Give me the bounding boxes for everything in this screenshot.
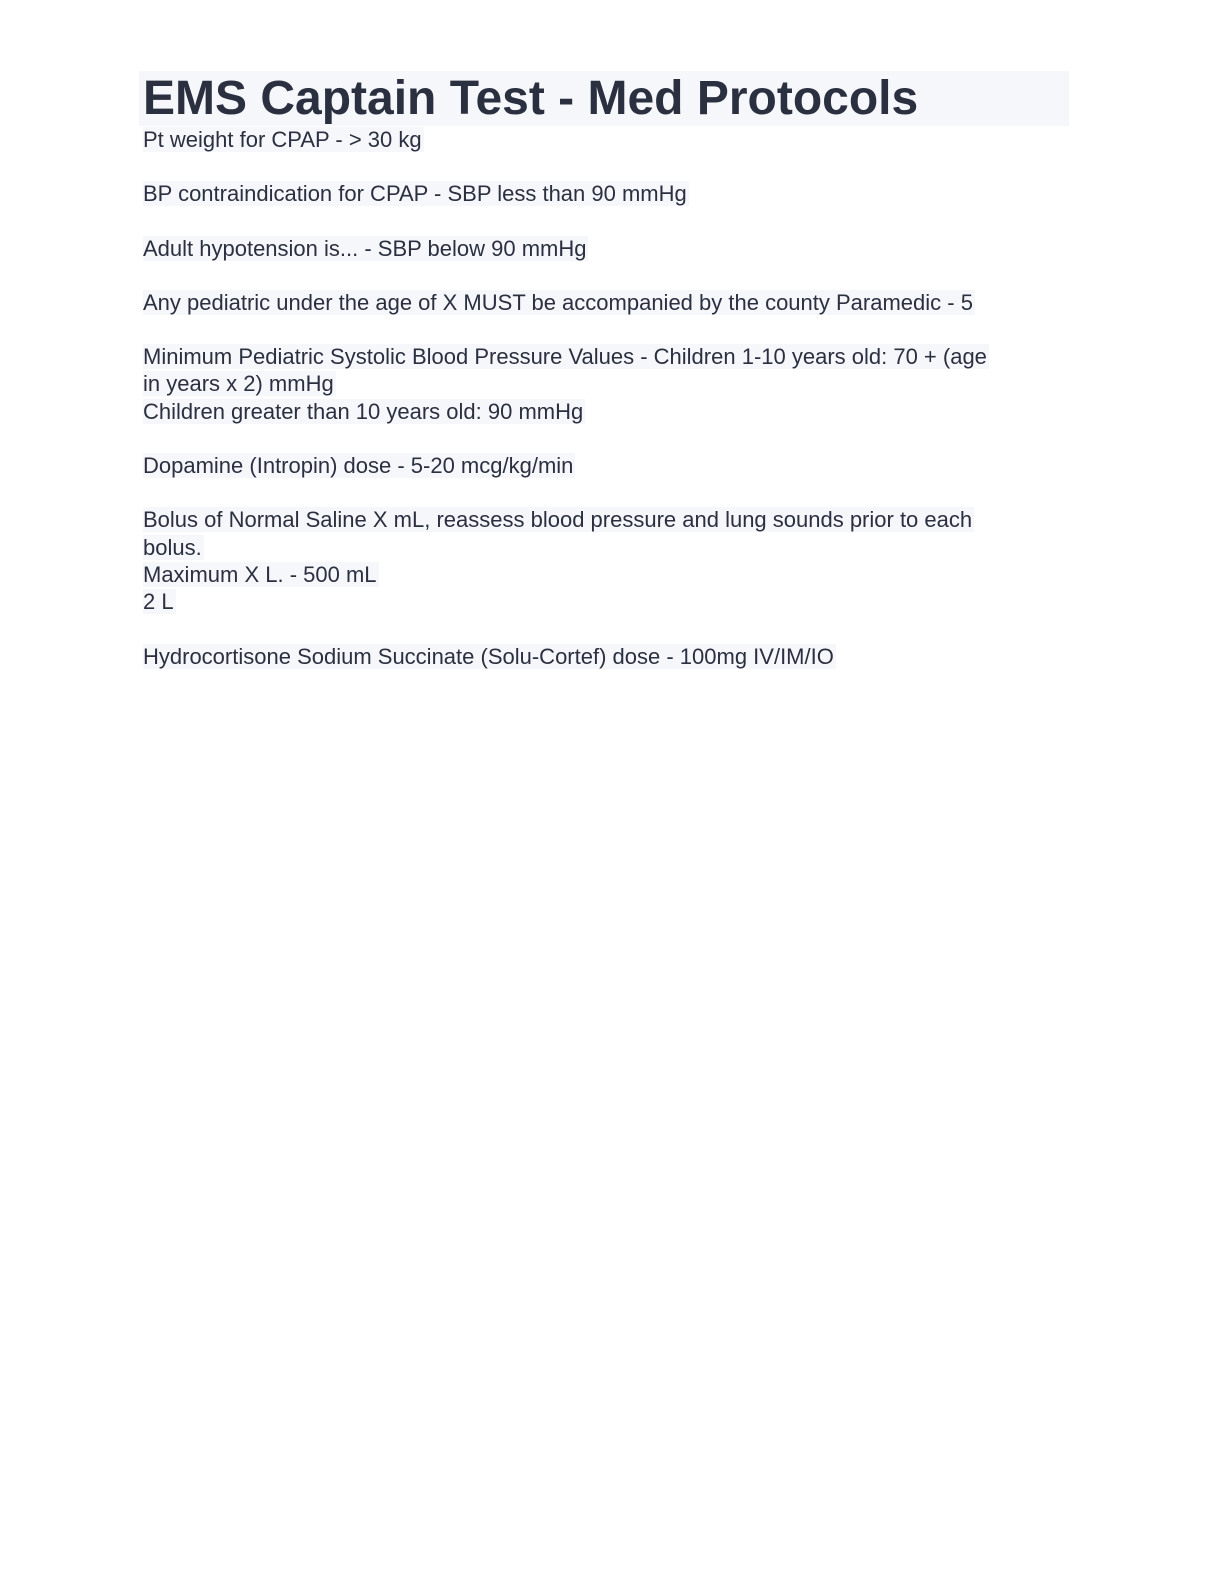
flashcard-text: Children greater than 10 years old: 90 mmHg	[143, 398, 584, 424]
title-block	[139, 71, 1069, 126]
flashcard-text: Hydrocortisone Sodium Succinate (Solu-Cortef) dose - 100mg IV/IM/IO	[143, 643, 834, 669]
flashcard-text: BP contraindication for CPAP - SBP less than 90 mmHg	[143, 181, 687, 207]
flashcard-text: Any pediatric under the age of X MUST be accompanied by the county Paramedic - 5	[143, 289, 973, 315]
flashcard	[143, 452, 1073, 479]
flashcard-text: bolus.	[143, 534, 202, 560]
flashcard-text: 2 L	[143, 589, 174, 615]
flashcard-list	[143, 126, 1073, 670]
flashcard	[143, 506, 1073, 615]
flashcard	[143, 289, 1073, 316]
flashcard-text: Pt weight for CPAP - > 30 kg	[143, 127, 422, 152]
flashcard-text: Adult hypotension is... - SBP below 90 mmHg	[143, 235, 587, 261]
flashcard	[143, 643, 1073, 670]
flashcard	[143, 235, 1073, 262]
flashcard-text: in years x 2) mmHg	[143, 371, 334, 397]
flashcard-text: Minimum Pediatric Systolic Blood Pressure Values - Children 1-10 years old: 70 + (age	[143, 344, 987, 370]
flashcard	[143, 126, 1073, 153]
document-content	[143, 71, 1073, 697]
flashcard	[143, 180, 1073, 207]
flashcard	[143, 343, 1073, 425]
flashcard-text: Dopamine (Intropin) dose - 5-20 mcg/kg/min	[143, 453, 574, 479]
flashcard-text: Maximum X L. - 500 mL	[143, 561, 377, 587]
flashcard-text: Bolus of Normal Saline X mL, reassess blood pressure and lung sounds prior to each	[143, 507, 973, 533]
document-title: EMS Captain Test - Med Protocols	[143, 72, 919, 125]
